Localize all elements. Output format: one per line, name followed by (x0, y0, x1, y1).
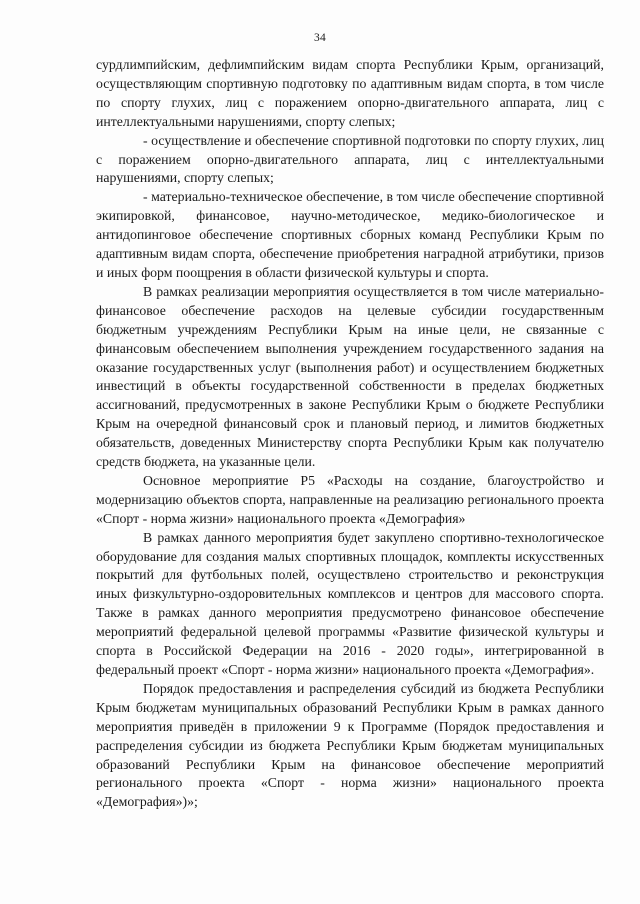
paragraph-sports-types: сурдлимпийским, дефлимпийским видам спорта Республики Крым, организаций, осуществляющим спортивную подготовку по адаптивным видам спорта, в том числе по спорту глухих, лиц с поражением опорно-двигательного аппарата, лиц с интеллектуальными нарушениями, спорту слепых; (96, 57, 604, 129)
page-number: 34 (314, 32, 326, 44)
paragraph-financial-support: В рамках реализации мероприятия осуществляется в том числе материально-финансовое обеспечение расходов на целевые субсидии государственным бюджетным учреждениям Республики Крым на иные цели, не связанные с финансовым обеспечением выполнения учреждением государственного задания на оказание государственных услуг (выполнения работ) и осуществлением бюджетных инвестиций в объекты государственной собственности в пределах бюджетных ассигнований, предусмотренных в законе Республики Крым о бюджете Республики Крым на очередной финансовый срок и плановый период, и лимитов бюджетных обязательств, доведенных Министерству спорта Республики Крым как получателю средств бюджета, на указанные цели. (96, 283, 604, 470)
paragraph-main-activity-p5: Основное мероприятие Р5 «Расходы на создание, благоустройство и модернизацию объектов спорта, направленные на реализацию регионального проекта «Спорт - норма жизни» национального проекта «Демография» (96, 472, 604, 526)
paragraph-equipment-purchase: В рамках данного мероприятия будет закуплено спортивно-технологическое оборудование для создания малых спортивных площадок, комплекты искусственных покрытий для футбольных полей, осуществлено строительство и реконструкция иных физкультурно-оздоровительных комплексов и центров для массового спорта. Также в рамках данного мероприятия предусмотрено финансовое обеспечение мероприятий федеральной целевой программы «Развитие физической культуры и спорта в Российской Федерации на 2016 - 2020 годы», интегрированной в федеральный проект «Спорт - норма жизни» национального проекта «Демография». (96, 529, 604, 677)
paragraph-training-provision: - осуществление и обеспечение спортивной подготовки по спорту глухих, лиц с поражением опорно-двигательного аппарата, лиц с интеллектуальными нарушениями, спорту слепых; (96, 132, 604, 186)
paragraph-material-support: - материально-техническое обеспечение, в том числе обеспечение спортивной экипировкой, финансовое, научно-методическое, медико-биологическое и антидопинговое обеспечение спортивных сборных команд Республики Крым по адаптивным видам спорта, обеспечение приобретения наградной атрибутики, призов и иных форм поощрения в области физической культуры и спорта. (96, 189, 604, 280)
document-body (96, 56, 604, 812)
paragraph-subsidy-procedure: Порядок предоставления и распределения субсидий из бюджета Республики Крым бюджетам муниципальных образований Республики Крым в рамках данного мероприятия приведён в приложении 9 к Программе (Порядок предоставления и распределения субсидии из бюджета Республики Крым бюджетам муниципальных образований Республики Крым на финансовое обеспечение мероприятий регионального проекта «Спорт - норма жизни» национального проекта «Демография»)»; (96, 680, 604, 810)
